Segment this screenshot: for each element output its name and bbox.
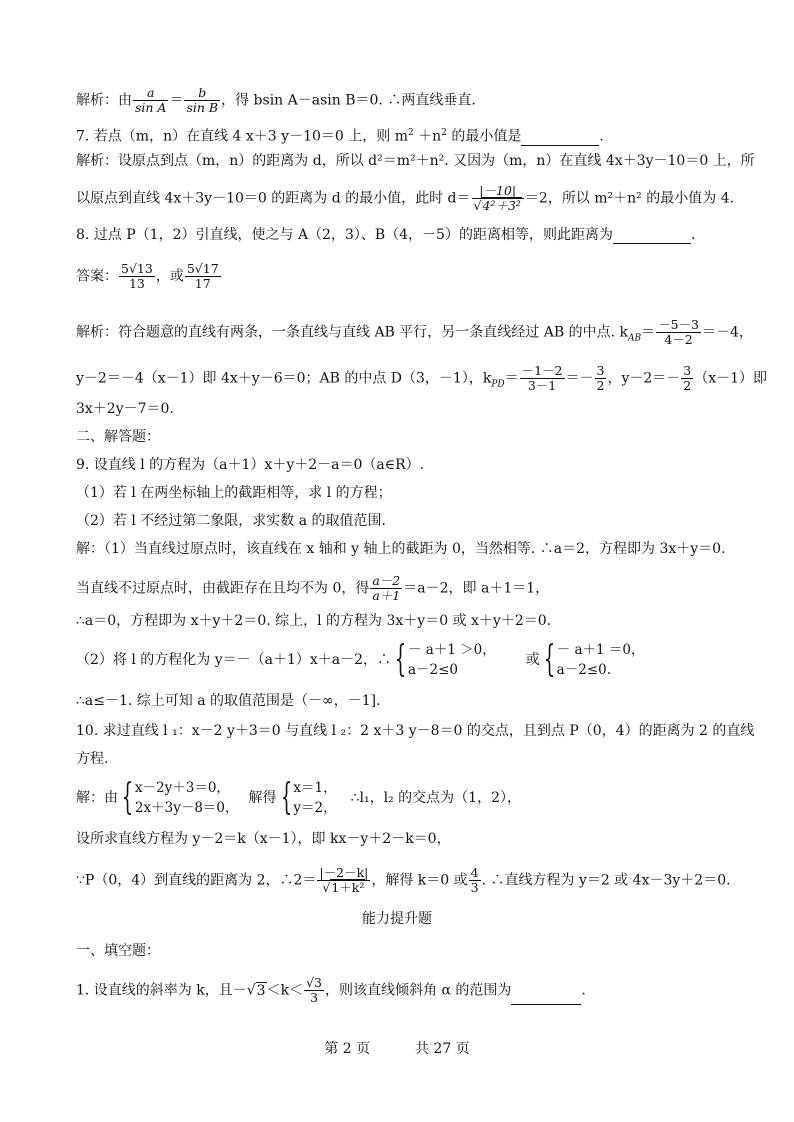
analysis-8-a: 解析：符合题意的直线有两条，一条直线与直线 AB 平行，另一条直线经过 AB 的中点. $k_{AB}=$ $\frac{-5-3}{4-2}$ ＝－4，: [76, 317, 753, 347]
fraction: $\frac{√3}{3}$: [306, 975, 322, 1005]
analysis-8-c: 3x＋2y－7＝0.: [76, 401, 174, 417]
equation-system: { － a＋1 ＞0， a－2≤0: [394, 639, 496, 680]
solution-10-a: 解：由 { x－2y＋3＝0， 2x＋3y－8＝0， 解得 { x＝1， y＝2， ∴l₁，l₂ 的交点为（1，2），: [76, 777, 521, 818]
fraction: $\frac{|-10|}{\text{√4²＋3²}}$: [472, 184, 524, 213]
fraction: $\frac{b}{\text{sin B}}$: [186, 85, 219, 115]
section-title: 能力提升题: [362, 911, 432, 927]
solution-9-d: （2）将 l 的方程化为 y＝－（a＋1）x＋a－2，∴ { － a＋1 ＞0， a－2≤0 或 { － a＋1 ＝0， a－2≤0.: [76, 639, 645, 680]
answer-blank[interactable]: [521, 131, 599, 146]
text: ＝: [169, 92, 184, 109]
equation-system: { － a＋1 ＝0， a－2≤0.: [543, 639, 645, 680]
fraction: $\frac{4}{3}$: [470, 865, 479, 895]
equation-system: { x＝1， y＝2，: [280, 777, 337, 818]
question-9-part1: （1）若 l 在两坐标轴上的截距相等，求 l 的方程；: [76, 485, 392, 501]
question-7: 7. 若点（m，n）在直线 4 x＋3 y－10＝0 上，则 $m^2 +n^2$ 的最小值是 .: [76, 128, 604, 145]
analysis-7-a: 解析：设原点到点（m，n）的距离为 d，所以 d²＝m²＋n². 又因为（m，n）在直线 4x＋3y－10＝0 上，所: [76, 153, 755, 169]
text: ，得 bsin A－asin B＝0. ∴两直线垂直.: [221, 92, 476, 109]
page-number: 第 2 页: [324, 1041, 371, 1057]
fraction: $\frac{3}{2}$: [596, 363, 605, 393]
question-9-part2: （2）若 l 不经过第二象限，求实数 a 的取值范围.: [76, 513, 386, 529]
solution-9-e: ∴a≤－1. 综上可知 a 的取值范围是（－∞，－1].: [76, 693, 381, 709]
fill-in-heading: 一、填空题：: [76, 943, 160, 959]
fraction: $\frac{a-2}{a+1}$: [372, 573, 401, 603]
question-10-cont: 方程.: [76, 751, 109, 767]
fraction: $\frac{5√17}{17}$: [186, 261, 219, 291]
question-8: 8. 过点 P（1，2）引直线，使之与 A（2，3）、B（4，－5）的距离相等，则此距离为 .: [76, 227, 696, 243]
text: 解析：由: [76, 92, 132, 109]
solution-10-b: 设所求直线方程为 y－2＝k（x－1），即 kx－y＋2－k＝0，: [76, 831, 451, 847]
section-heading: 二、解答题：: [76, 429, 160, 445]
analysis-8-b: y－2＝－4（x－1）即 4x＋y－6＝0；AB 的中点 D（3，－1），$k_{PD}=$ $\frac{-1-2}{3-1}$ ＝－ $\frac{3}{2}$ ，y－2＝－ $\frac{3}{2}$ （x－1）即: [76, 363, 768, 393]
equation-system: { x－2y＋3＝0， 2x＋3y－8＝0，: [121, 777, 239, 818]
solution-9-c: ∴a＝0，方程即为 x＋y＋2＝0. 综上，l 的方程为 3x＋y＝0 或 x＋y＋2＝0.: [76, 613, 552, 629]
question-9: 9. 设直线 l 的方程为（a＋1）x＋y＋2－a＝0（a∈R）.: [76, 457, 425, 473]
fraction: $\frac{5√13}{13}$: [121, 261, 153, 291]
line-01: [76, 86, 476, 115]
solution-10-c: ∵P（0，4）到直线的距离为 2，∴2＝ $\frac{|-2-k|}{\text{√1＋k²}}$ ，解得 k＝0 或 $\frac{4}{3}$ . ∴直线方程为 y＝2 或 4x－3y＋2＝0.: [76, 865, 731, 895]
fraction: $\frac{3}{2}$: [683, 363, 692, 393]
solution-9-a: 解：（1）当直线过原点时，该直线在 x 轴和 y 轴上的截距为 0，当然相等. ∴a＝2，方程即为 3x＋y＝0.: [76, 541, 726, 557]
page-total: 共 27 页: [415, 1041, 470, 1057]
fraction: $\frac{-1-2}{3-1}$: [521, 363, 563, 393]
question-1: 1. 设直线的斜率为 k，且－√3＜k＜ $\frac{√3}{3}$ ，则该直线倾斜角 α 的范围为 .: [76, 975, 586, 1005]
fraction: $\frac{-5-3}{4-2}$: [658, 317, 700, 347]
fraction: $\frac{a}{\text{sin A}}$: [135, 85, 167, 115]
answer-blank[interactable]: [511, 990, 581, 1005]
solution-9-b: 当直线不过原点时，由截距存在且均不为 0，得 $\frac{a-2}{a+1}$ ＝a－2，即 a＋1＝1，: [76, 573, 550, 603]
analysis-7-b: 以原点到直线 4x＋3y－10＝0 的距离为 d 的最小值，此时 d＝ $\frac{|-10|}{\text{√4²＋3²}}$ ＝2，所以 m²＋n² 的最小值为 4.: [76, 183, 735, 213]
page-footer: [0, 1040, 794, 1058]
answer-8: 答案： $\frac{5√13}{13}$ ，或 $\frac{5√17}{17}$: [76, 261, 219, 291]
answer-blank[interactable]: [613, 229, 691, 244]
question-10: 10. 求过直线 l ₁：x－2 y＋3＝0 与直线 l ₂：2 x＋3 y－8＝0 的交点，且到点 P（0，4）的距离为 2 的直线: [76, 723, 755, 739]
fraction: $\frac{|-2-k|}{\text{√1＋k²}}$: [319, 865, 369, 895]
